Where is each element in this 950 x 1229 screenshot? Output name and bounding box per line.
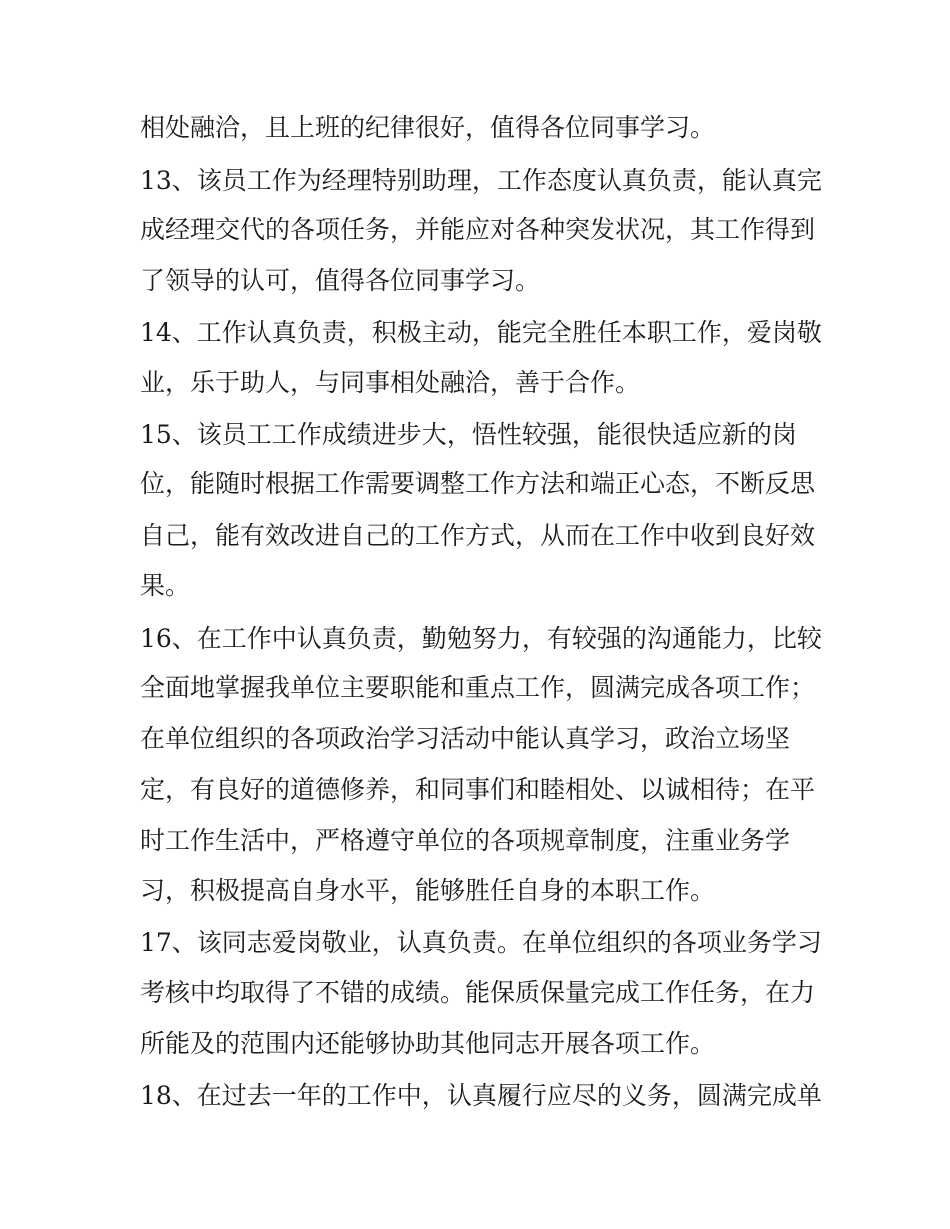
text-line: 17、该同志爱岗敬业，认真负责。在单位组织的各项业务学习: [140, 928, 822, 957]
text-line: 了领导的认可，值得各位同事学习。: [140, 266, 541, 295]
text-line: 所能及的范围内还能够协助其他同志开展各项工作。: [140, 1029, 716, 1058]
text-line: 相处融洽，且上班的纪律很好，值得各位同事学习。: [140, 113, 716, 142]
text-line: 18、在过去一年的工作中，认真履行应尽的义务，圆满完成单: [140, 1081, 822, 1110]
text-line: 全面地掌握我单位主要职能和重点工作，圆满完成各项工作；: [140, 673, 816, 702]
text-line: 果。: [140, 571, 191, 600]
text-line: 在单位组织的各项政治学习活动中能认真学习，政治立场坚: [140, 724, 791, 753]
text-line: 考核中均取得了不错的成绩。能保质保量完成工作任务，在力: [140, 978, 816, 1007]
text-line: 成经理交代的各项任务，并能应对各种突发状况，其工作得到: [140, 215, 816, 244]
text-line: 业，乐于助人，与同事相处融洽，善于合作。: [140, 368, 641, 397]
text-line: 时工作生活中，严格遵守单位的各项规章制度，注重业务学: [140, 826, 791, 855]
text-line: 位，能随时根据工作需要调整工作方法和端正心态，不断反思: [140, 469, 816, 498]
text-line: 习，积极提高自身水平，能够胜任自身的本职工作。: [140, 876, 716, 905]
text-line: 13、该员工作为经理特别助理，工作态度认真负责，能认真完: [140, 166, 822, 195]
text-line: 16、在工作中认真负责，勤勉努力，有较强的沟通能力，比较: [140, 624, 822, 653]
text-line: 自己，能有效改进自己的工作方式，从而在工作中收到良好效: [140, 521, 816, 550]
text-line: 15、该员工工作成绩进步大，悟性较强，能很快适应新的岗: [140, 420, 797, 449]
text-line: 14、工作认真负责，积极主动，能完全胜任本职工作，爱岗敬: [140, 318, 822, 347]
text-line: 定，有良好的道德修养，和同事们和睦相处、以诚相待；在平: [140, 775, 816, 804]
